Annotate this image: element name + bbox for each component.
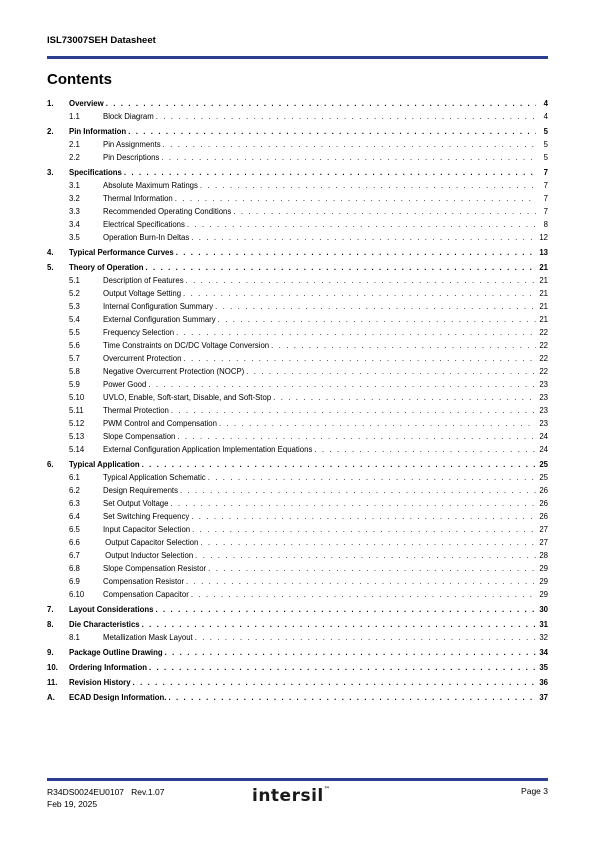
- toc-leader-dots: [186, 575, 536, 588]
- toc-leader-dots: [124, 166, 536, 179]
- toc-leader-dots: [233, 205, 536, 218]
- toc-leader-dots: [177, 430, 536, 443]
- toc-section-title: Typical Performance Curves: [69, 248, 174, 257]
- toc-page-number: 29: [539, 577, 548, 586]
- toc-leader-dots: [271, 339, 536, 352]
- toc-page-number: 21: [539, 315, 548, 324]
- footer-doc-id: R34DS0024EU0107: [47, 787, 125, 797]
- toc-subsection-title: Input Capacitor Selection: [103, 525, 191, 534]
- toc-section-title: Pin Information: [69, 127, 127, 136]
- toc-page-number: 23: [539, 380, 548, 389]
- toc-leader-dots: [218, 313, 536, 326]
- toc-section-number: 10.: [47, 663, 58, 672]
- contents-heading: Contents: [47, 71, 112, 88]
- toc-page-number: 23: [539, 393, 548, 402]
- toc-leader-dots: [171, 404, 536, 417]
- toc-leader-dots: [165, 646, 536, 659]
- toc-entry[interactable]: [47, 691, 548, 704]
- toc-subsection-number: 3.2: [69, 194, 80, 203]
- toc-page-number: 29: [539, 590, 548, 599]
- toc-page-number: 26: [539, 499, 548, 508]
- toc-page-number: 8: [543, 220, 548, 229]
- toc-page-number: 25: [539, 473, 548, 482]
- toc-leader-dots: [192, 523, 536, 536]
- toc-page-number: 7: [543, 168, 548, 177]
- footer-rule: [47, 778, 548, 781]
- toc-subsection-title: Design Requirements: [103, 486, 178, 495]
- toc-subsection-number: 5.10: [69, 393, 85, 402]
- toc-subentry[interactable]: [47, 536, 548, 549]
- toc-subsection-title: Block Diagram: [103, 112, 154, 121]
- toc-subsection-title: Output Capacitor Selection: [103, 538, 199, 547]
- toc-subsection-title: Output Inductor Selection: [103, 551, 194, 560]
- toc-page-number: 22: [539, 367, 548, 376]
- toc-subsection-number: 5.12: [69, 419, 85, 428]
- toc-leader-dots: [215, 300, 536, 313]
- toc-subentry[interactable]: [47, 510, 548, 523]
- toc-subentry[interactable]: [47, 205, 548, 218]
- toc-section-number: 5.: [47, 263, 54, 272]
- toc-page-number: 30: [539, 605, 548, 614]
- footer-revision: Rev.1.07: [131, 787, 165, 797]
- toc-subsection-title: External Configuration Summary: [103, 315, 216, 324]
- toc-entry[interactable]: [47, 676, 548, 689]
- toc-leader-dots: [142, 458, 536, 471]
- toc-subentry[interactable]: [47, 352, 548, 365]
- toc-subentry[interactable]: [47, 575, 548, 588]
- toc-subentry[interactable]: [47, 339, 548, 352]
- toc-entry[interactable]: [47, 246, 548, 259]
- toc-subsection-number: 6.6: [69, 538, 80, 547]
- toc-subsection-number: 5.4: [69, 315, 80, 324]
- toc-section-number: 9.: [47, 648, 54, 657]
- toc-leader-dots: [208, 471, 536, 484]
- toc-subsection-number: 5.2: [69, 289, 80, 298]
- toc-subentry[interactable]: [47, 430, 548, 443]
- toc-subentry[interactable]: [47, 231, 548, 244]
- toc-section-number: 2.: [47, 127, 54, 136]
- toc-section-title: Layout Considerations: [69, 605, 154, 614]
- toc-entry[interactable]: [47, 166, 548, 179]
- header-rule: [47, 56, 548, 59]
- toc-subsection-number: 5.14: [69, 445, 85, 454]
- toc-subsection-title: Metallization Mask Layout: [103, 633, 193, 642]
- toc-leader-dots: [148, 378, 536, 391]
- toc-page-number: 21: [539, 263, 548, 272]
- toc-subsection-title: Thermal Information: [103, 194, 173, 203]
- toc-section-title: ECAD Design Information.: [69, 693, 167, 702]
- toc-subentry[interactable]: [47, 631, 548, 644]
- toc-subsection-number: 5.1: [69, 276, 80, 285]
- toc-page-number: 5: [543, 127, 548, 136]
- toc-page-number: 5: [543, 153, 548, 162]
- toc-leader-dots: [176, 246, 536, 259]
- toc-subsection-number: 6.8: [69, 564, 80, 573]
- toc-page-number: 4: [543, 99, 548, 108]
- toc-page-number: 24: [539, 432, 548, 441]
- toc-section-number: 8.: [47, 620, 54, 629]
- toc-page-number: 4: [543, 112, 548, 121]
- toc-subentry[interactable]: [47, 326, 548, 339]
- toc-leader-dots: [133, 676, 536, 689]
- toc-subsection-number: 3.3: [69, 207, 80, 216]
- toc-page-number: 26: [539, 512, 548, 521]
- toc-page-number: 26: [539, 486, 548, 495]
- toc-leader-dots: [314, 443, 536, 456]
- toc-entry[interactable]: [47, 97, 548, 110]
- toc-leader-dots: [183, 287, 536, 300]
- toc-page-number: 36: [539, 678, 548, 687]
- toc-entry[interactable]: [47, 618, 548, 631]
- toc-leader-dots: [146, 261, 536, 274]
- toc-subsection-title: Compensation Capacitor: [103, 590, 189, 599]
- toc-section-number: 6.: [47, 460, 54, 469]
- toc-subsection-number: 3.1: [69, 181, 80, 190]
- toc-subsection-number: 5.7: [69, 354, 80, 363]
- toc-section-number: 11.: [47, 678, 58, 687]
- toc-leader-dots: [180, 484, 536, 497]
- toc-subsection-number: 3.5: [69, 233, 80, 242]
- toc-entry[interactable]: [47, 261, 548, 274]
- toc-subsection-number: 6.4: [69, 512, 80, 521]
- toc-subentry[interactable]: [47, 497, 548, 510]
- toc-subentry[interactable]: [47, 179, 548, 192]
- toc-page-number: 27: [539, 538, 548, 547]
- toc-subsection-title: Output Voltage Setting: [103, 289, 182, 298]
- toc-subentry[interactable]: [47, 218, 548, 231]
- toc-subsection-number: 5.11: [69, 406, 84, 415]
- toc-page-number: 34: [539, 648, 548, 657]
- toc-page-number: 25: [539, 460, 548, 469]
- toc-subsection-title: Typical Application Schematic: [103, 473, 206, 482]
- toc-subsection-number: 6.10: [69, 590, 85, 599]
- toc-page-number: 23: [539, 406, 548, 415]
- toc-subsection-title: Internal Configuration Summary: [103, 302, 214, 311]
- toc-subentry[interactable]: [47, 313, 548, 326]
- toc-subsection-number: 8.1: [69, 633, 80, 642]
- toc-leader-dots: [176, 326, 536, 339]
- toc-subsection-title: Slope Compensation Resistor: [103, 564, 207, 573]
- toc-section-title: Die Characteristics: [69, 620, 140, 629]
- toc-leader-dots: [170, 497, 536, 510]
- toc-subsection-title: Set Switching Frequency: [103, 512, 190, 521]
- toc-page-number: 22: [539, 328, 548, 337]
- toc-subentry[interactable]: [47, 287, 548, 300]
- toc-subentry[interactable]: [47, 417, 548, 430]
- toc-subsection-title: Pin Assignments: [103, 140, 161, 149]
- document-header-title: ISL73007SEH Datasheet: [47, 35, 156, 46]
- toc-leader-dots: [155, 603, 536, 616]
- toc-section-number: 4.: [47, 248, 54, 257]
- toc-page-number: 5: [543, 140, 548, 149]
- toc-page-number: 21: [539, 289, 548, 298]
- toc-subsection-title: Operation Burn-In Deltas: [103, 233, 190, 242]
- toc-leader-dots: [191, 510, 536, 523]
- toc-subsection-title: Electrical Specifications: [103, 220, 185, 229]
- toc-subentry[interactable]: [47, 391, 548, 404]
- toc-leader-dots: [163, 138, 536, 151]
- toc-subsection-number: 2.1: [69, 140, 80, 149]
- toc-section-title: Theory of Operation: [69, 263, 144, 272]
- toc-leader-dots: [175, 192, 536, 205]
- toc-subsection-title: Description of Features: [103, 276, 184, 285]
- toc-page-number: 13: [539, 248, 548, 257]
- toc-subsection-title: Power Good: [103, 380, 147, 389]
- toc-section-title: Ordering Information: [69, 663, 147, 672]
- toc-subsection-title: Slope Compensation: [103, 432, 176, 441]
- toc-subsection-title: Negative Overcurrent Protection (NOCP): [103, 367, 245, 376]
- toc-subsection-title: Overcurrent Protection: [103, 354, 182, 363]
- toc-page-number: 22: [539, 341, 548, 350]
- table-of-contents: [47, 97, 548, 704]
- toc-subsection-number: 5.13: [69, 432, 85, 441]
- toc-subentry[interactable]: [47, 274, 548, 287]
- toc-page-number: 27: [539, 525, 548, 534]
- toc-page-number: 7: [543, 207, 548, 216]
- toc-subsection-title: Frequency Selection: [103, 328, 175, 337]
- toc-section-title: Specifications: [69, 168, 122, 177]
- toc-section-number: 7.: [47, 605, 54, 614]
- toc-leader-dots: [142, 618, 536, 631]
- toc-page-number: 28: [539, 551, 548, 560]
- toc-leader-dots: [149, 661, 536, 674]
- toc-subentry[interactable]: [47, 523, 548, 536]
- toc-leader-dots: [195, 631, 536, 644]
- toc-subentry[interactable]: [47, 110, 548, 123]
- toc-subsection-title: Absolute Maximum Ratings: [103, 181, 198, 190]
- toc-leader-dots: [186, 274, 536, 287]
- toc-subsection-number: 6.5: [69, 525, 80, 534]
- toc-leader-dots: [273, 391, 536, 404]
- toc-page-number: 29: [539, 564, 548, 573]
- toc-page-number: 31: [539, 620, 548, 629]
- toc-page-number: 7: [543, 181, 548, 190]
- toc-subentry[interactable]: [47, 404, 548, 417]
- toc-leader-dots: [183, 352, 536, 365]
- toc-page-number: 21: [539, 302, 548, 311]
- toc-entry[interactable]: [47, 661, 548, 674]
- toc-subsection-number: 5.6: [69, 341, 80, 350]
- toc-subsection-title: Pin Descriptions: [103, 153, 160, 162]
- toc-subsection-title: Set Output Voltage: [103, 499, 169, 508]
- toc-page-number: 24: [539, 445, 548, 454]
- toc-leader-dots: [156, 110, 536, 123]
- toc-section-number: 3.: [47, 168, 54, 177]
- toc-section-title: Revision History: [69, 678, 131, 687]
- intersil-logo: intersil™: [252, 786, 331, 806]
- toc-subentry[interactable]: [47, 484, 548, 497]
- toc-leader-dots: [161, 151, 536, 164]
- toc-subsection-number: 6.2: [69, 486, 80, 495]
- toc-entry[interactable]: [47, 125, 548, 138]
- toc-subsection-number: 3.4: [69, 220, 80, 229]
- toc-page-number: 21: [539, 276, 548, 285]
- toc-leader-dots: [200, 179, 536, 192]
- toc-leader-dots: [106, 97, 536, 110]
- toc-leader-dots: [195, 549, 536, 562]
- toc-subsection-number: 1.1: [69, 112, 80, 121]
- toc-subentry[interactable]: [47, 151, 548, 164]
- toc-subsection-title: Thermal Protection: [103, 406, 169, 415]
- toc-subentry[interactable]: [47, 365, 548, 378]
- toc-subsection-title: External Configuration Application Implementation Equations: [103, 445, 313, 454]
- toc-leader-dots: [200, 536, 536, 549]
- toc-subsection-number: 5.3: [69, 302, 80, 311]
- toc-entry[interactable]: [47, 458, 548, 471]
- toc-subsection-number: 6.7: [69, 551, 80, 560]
- toc-section-title: Typical Application: [69, 460, 140, 469]
- toc-subsection-number: 6.9: [69, 577, 80, 586]
- toc-leader-dots: [168, 691, 536, 704]
- toc-subsection-number: 6.1: [69, 473, 80, 482]
- toc-subentry[interactable]: [47, 471, 548, 484]
- toc-leader-dots: [208, 562, 536, 575]
- toc-subsection-title: Time Constraints on DC/DC Voltage Conversion: [103, 341, 270, 350]
- toc-subentry[interactable]: [47, 549, 548, 562]
- toc-section-title: Package Outline Drawing: [69, 648, 163, 657]
- toc-subentry[interactable]: [47, 378, 548, 391]
- toc-subsection-number: 6.3: [69, 499, 80, 508]
- toc-subsection-number: 2.2: [69, 153, 80, 162]
- toc-page-number: 12: [539, 233, 548, 242]
- toc-subsection-number: 5.9: [69, 380, 80, 389]
- toc-leader-dots: [191, 588, 536, 601]
- toc-subentry[interactable]: [47, 300, 548, 313]
- toc-subsection-title: UVLO, Enable, Soft-start, Disable, and Soft-Stop: [103, 393, 272, 402]
- toc-leader-dots: [219, 417, 536, 430]
- toc-page-number: 7: [543, 194, 548, 203]
- toc-section-number: A.: [47, 693, 55, 702]
- toc-section-title: Overview: [69, 99, 104, 108]
- toc-leader-dots: [128, 125, 536, 138]
- toc-subentry[interactable]: [47, 588, 548, 601]
- toc-subsection-number: 5.8: [69, 367, 80, 376]
- toc-page-number: 23: [539, 419, 548, 428]
- toc-leader-dots: [191, 231, 536, 244]
- toc-subsection-title: Compensation Resistor: [103, 577, 185, 586]
- toc-subentry[interactable]: [47, 138, 548, 151]
- footer-date: Feb 19, 2025: [47, 799, 98, 809]
- toc-section-number: 1.: [47, 99, 54, 108]
- toc-leader-dots: [187, 218, 536, 231]
- toc-entry[interactable]: [47, 646, 548, 659]
- toc-leader-dots: [246, 365, 536, 378]
- toc-subsection-title: PWM Control and Compensation: [103, 419, 217, 428]
- footer-doc-info: [47, 786, 165, 810]
- toc-page-number: 35: [539, 663, 548, 672]
- toc-entry[interactable]: [47, 603, 548, 616]
- toc-page-number: 22: [539, 354, 548, 363]
- toc-subentry[interactable]: [47, 562, 548, 575]
- toc-page-number: 37: [539, 693, 548, 702]
- toc-subsection-title: Recommended Operating Conditions: [103, 207, 232, 216]
- footer-page-number: Page 3: [521, 786, 548, 796]
- logo-text: intersil: [252, 786, 324, 806]
- toc-subsection-number: 5.5: [69, 328, 80, 337]
- toc-subentry[interactable]: [47, 443, 548, 456]
- toc-subentry[interactable]: [47, 192, 548, 205]
- toc-page-number: 32: [539, 633, 548, 642]
